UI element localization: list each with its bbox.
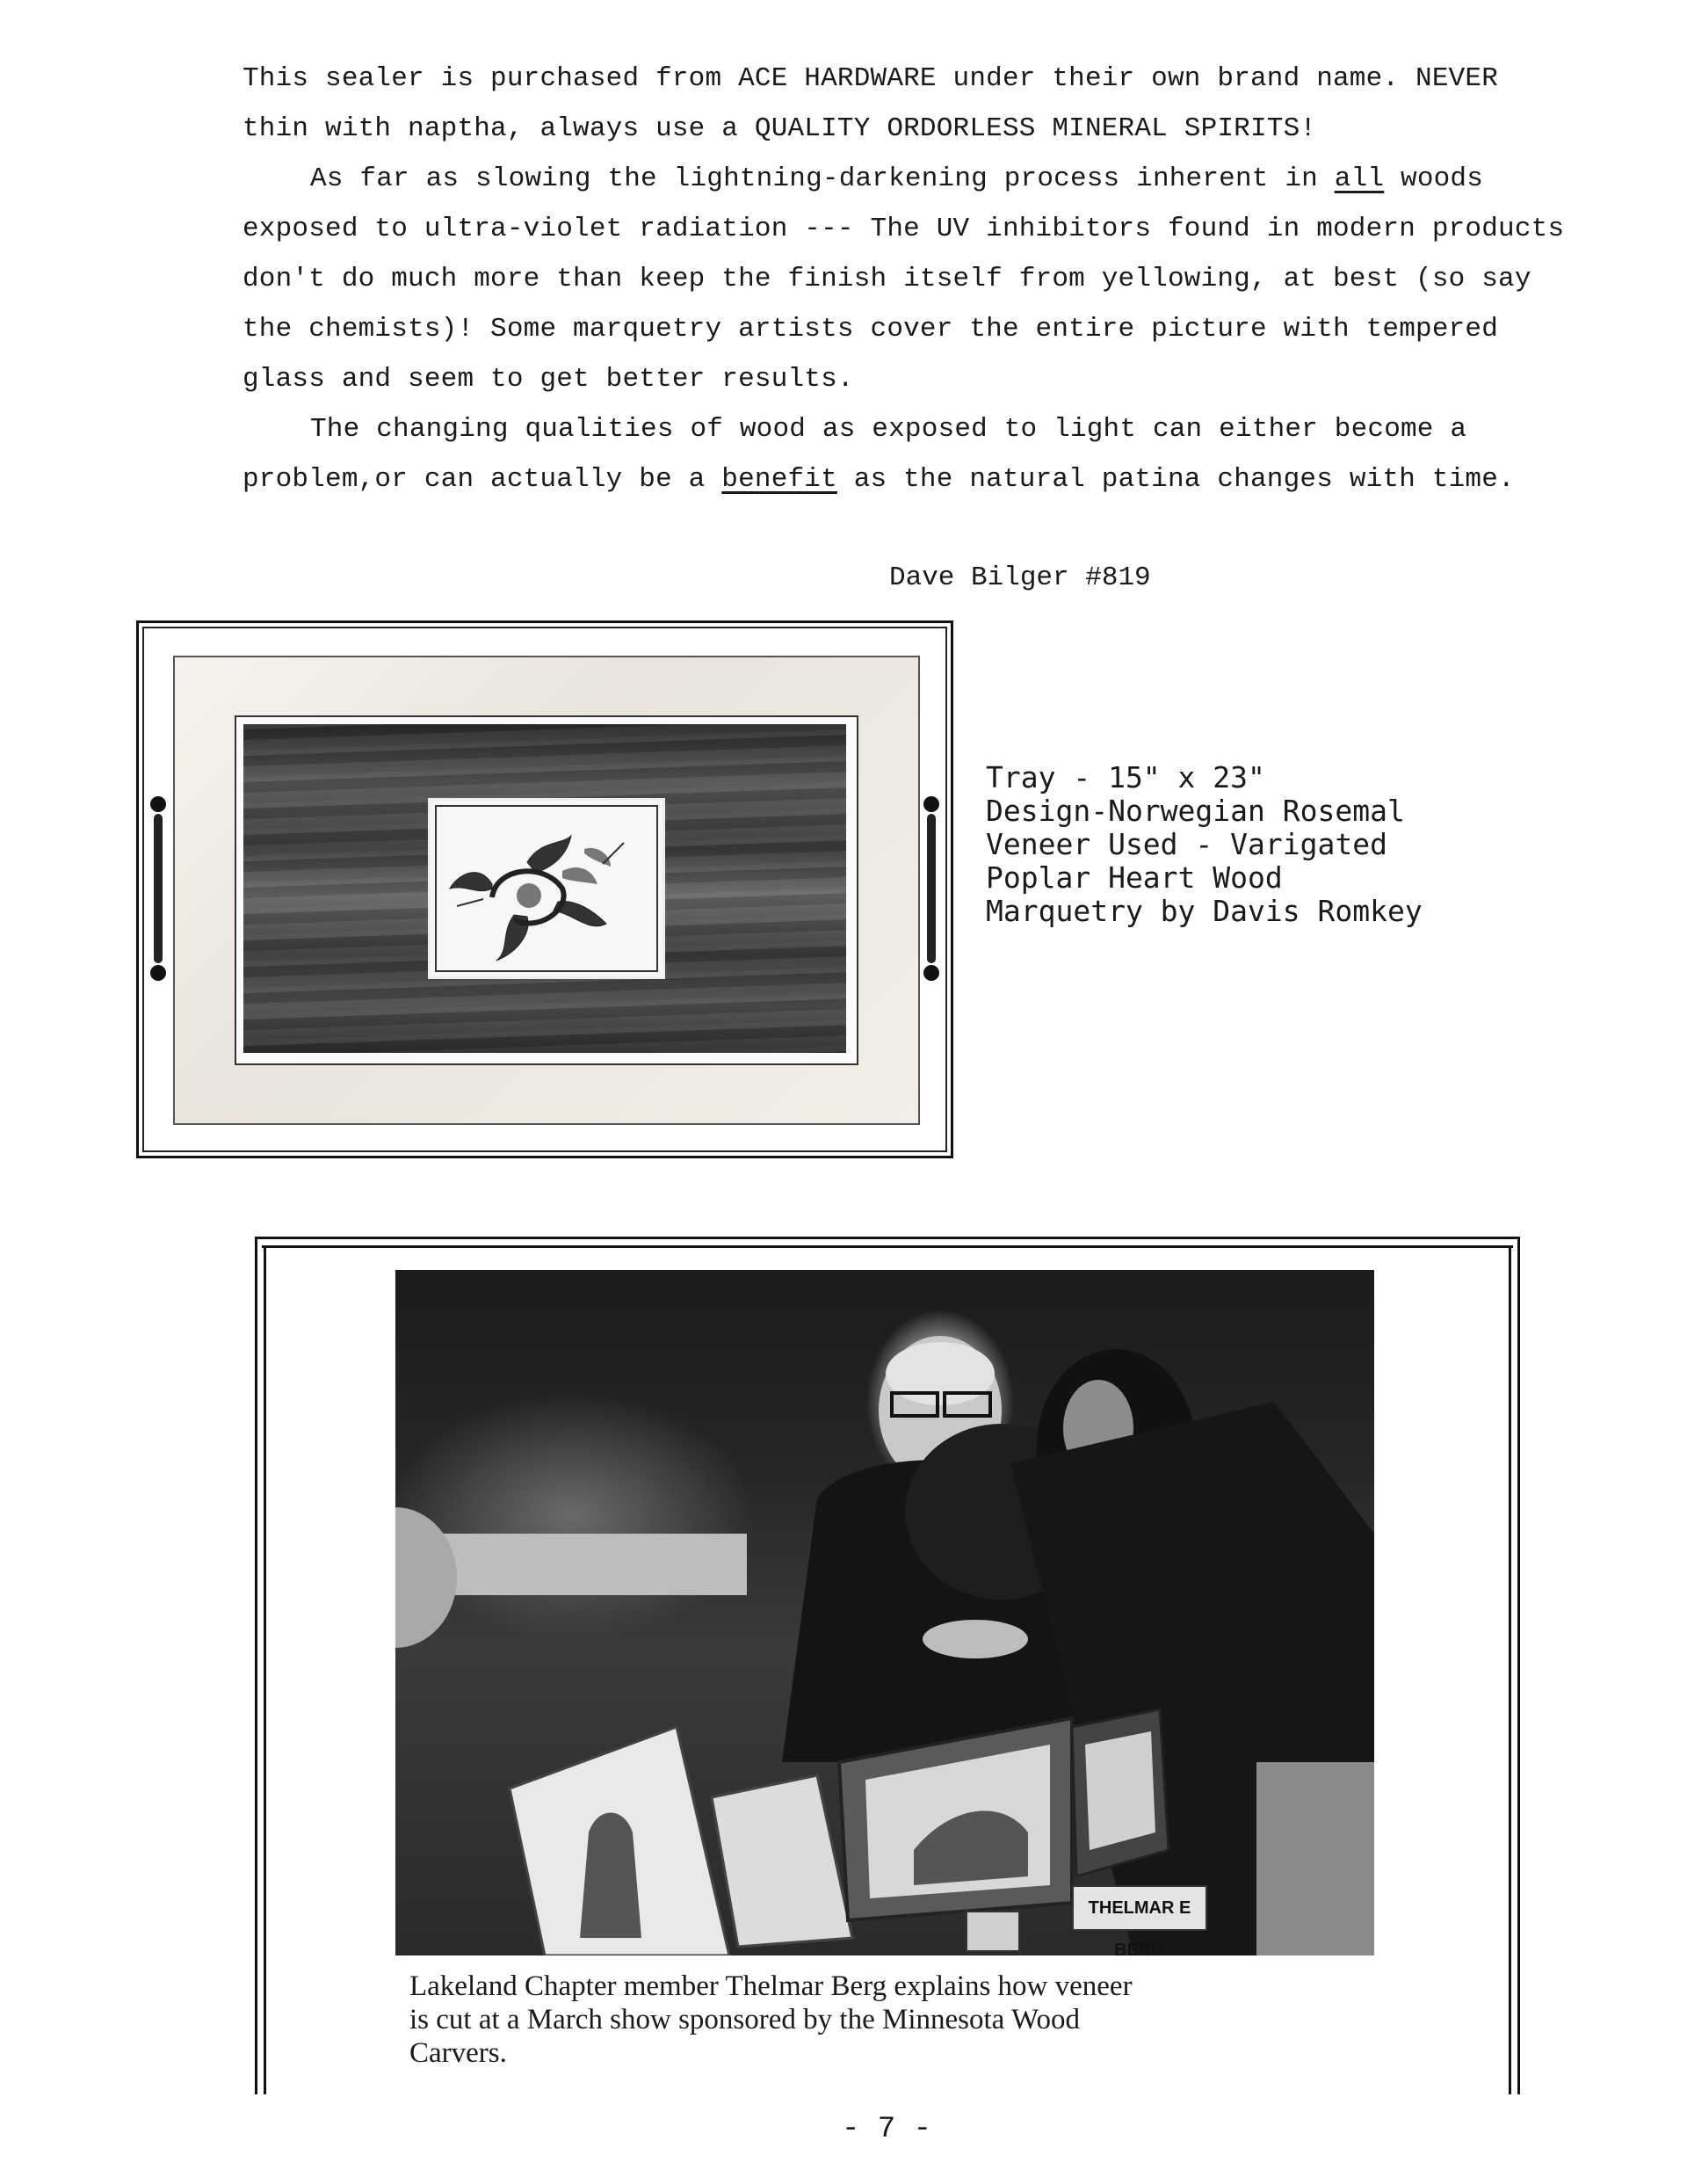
page-number: - 7 - [842, 2113, 932, 2146]
rosemal-medallion [428, 798, 665, 979]
handle-bar [927, 814, 936, 963]
article-line: the chemists)! Some marquetry artists cover the entire picture with tempered [243, 314, 1499, 345]
caption-line: Carvers. [409, 2037, 507, 2069]
article-line-text: as the natural patina changes with time. [836, 464, 1515, 495]
caption-line: Veneer Used - Varigated [986, 827, 1387, 861]
tray-photo [136, 620, 953, 1158]
frame-rule [255, 1237, 257, 2094]
underlined-word: benefit [721, 464, 837, 495]
handle-bar [154, 814, 163, 963]
photo-caption [409, 1970, 1133, 2070]
article-line: The changing qualities of wood as exposed to light can either become a [310, 414, 1467, 445]
tray-handle-left [148, 796, 168, 981]
handle-cap [150, 965, 166, 981]
caption-line: Tray - 15" x 23" [986, 760, 1265, 795]
handle-cap [150, 796, 166, 812]
caption-line: is cut at a March show sponsored by the Minnesota Wood [409, 2004, 1080, 2035]
article-line: This sealer is purchased from ACE HARDWARE under their own brand name. NEVER [243, 63, 1499, 94]
article-line: thin with naptha, always use a QUALITY ORDORLESS MINERAL SPIRITS! [243, 113, 1317, 144]
article-line [243, 462, 1515, 497]
frame-rule [1509, 1245, 1511, 2094]
caption-line: Design-Norwegian Rosemal [986, 794, 1405, 828]
article-line-text: woods [1384, 163, 1484, 194]
handle-cap [923, 796, 939, 812]
tray-handle-right [922, 796, 941, 981]
frame-rule [255, 1237, 1520, 1239]
name-sign: THELMAR E BERG [1072, 1885, 1207, 1931]
rosemal-motif-icon [431, 801, 662, 976]
frame-rule [1517, 1237, 1520, 2094]
article-line: don't do much more than keep the finish itself from yellowing, at best (so say [243, 264, 1531, 294]
frame-rule [262, 1245, 1513, 1248]
caption-line: Lakeland Chapter member Thelmar Berg explains how veneer [409, 1970, 1133, 2002]
underlined-word: all [1334, 163, 1385, 194]
tray-caption [986, 761, 1423, 928]
handle-cap [923, 965, 939, 981]
author-signature: Dave Bilger #819 [889, 562, 1151, 593]
article-line [310, 162, 1483, 197]
caption-line: Marquetry by Davis Romkey [986, 894, 1423, 928]
photo-scene-icon [395, 1270, 1374, 1955]
frame-rule [264, 1245, 266, 2094]
show-photo-frame [255, 1237, 1520, 2094]
caption-line: Poplar Heart Wood [986, 860, 1283, 895]
show-photo [395, 1270, 1374, 1955]
article-line-text: problem,or can actually be a [243, 464, 722, 495]
article-line: exposed to ultra-violet radiation --- The UV inhibitors found in modern products [243, 214, 1565, 244]
article-line-text: As far as slowing the lightning-darkening process inherent in [310, 163, 1335, 194]
article-line: glass and seem to get better results. [243, 364, 854, 395]
